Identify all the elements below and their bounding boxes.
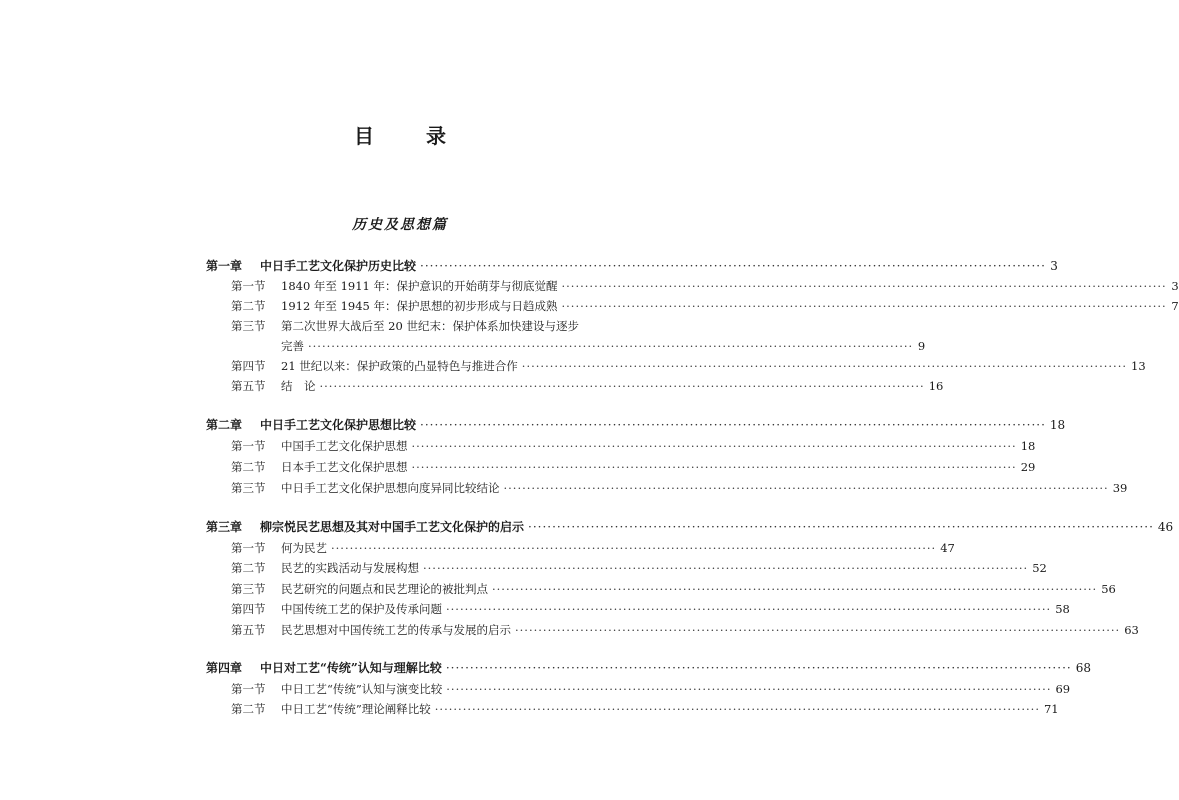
- toc-section[interactable]: [206, 294, 1179, 314]
- toc-section[interactable]: [206, 274, 1179, 294]
- section-title: 民艺的实践活动与发展构想: [281, 561, 419, 575]
- page-number: 18: [1020, 439, 1036, 453]
- leader-dots: [308, 338, 913, 354]
- section-title: 中国传统工艺的保护及传承问题: [281, 602, 442, 616]
- section-title-continued: 完善: [281, 339, 304, 353]
- section-title: 结 论: [281, 379, 316, 393]
- leader-dots: [515, 622, 1120, 638]
- toc-section[interactable]: [206, 556, 1047, 576]
- toc-section[interactable]: [206, 374, 944, 394]
- page-number: 18: [1049, 418, 1066, 432]
- chapter-title: 中日对工艺“传统”认知与理解比较: [260, 661, 442, 675]
- section-number: 第二节: [231, 460, 266, 474]
- section-number: 第三节: [231, 319, 266, 333]
- toc-section[interactable]: [206, 618, 1139, 638]
- toc-section[interactable]: [206, 677, 1071, 697]
- leader-dots: [412, 438, 1017, 454]
- leader-dots: [562, 278, 1167, 294]
- page-number: 7: [1171, 299, 1179, 313]
- page-number: 3: [1050, 259, 1058, 273]
- chapter-number: 第四章: [206, 661, 243, 675]
- page-number: 29: [1020, 460, 1036, 474]
- toc-section[interactable]: [206, 536, 955, 556]
- toc-section[interactable]: [206, 597, 1070, 617]
- section-title: 1840 年至 1911 年：保护意识的开始萌芽与彻底觉醒: [281, 279, 558, 293]
- leader-dots: [423, 560, 1028, 576]
- section-title: 民艺思想对中国传统工艺的传承与发展的启示: [281, 623, 511, 637]
- section-title: 中日工艺“传统”理论阐释比较: [281, 702, 431, 716]
- section-number: 第四节: [231, 359, 266, 373]
- toc-chapter[interactable]: [206, 413, 1066, 433]
- section-number: 第一节: [231, 682, 266, 696]
- toc-section[interactable]: [206, 697, 1059, 717]
- section-number: 第一节: [231, 439, 266, 453]
- section-title: 民艺研究的问题点和民艺理论的被批判点: [281, 582, 488, 596]
- chapter-title: 中日手工艺文化保护历史比较: [260, 259, 417, 273]
- toc-section[interactable]: [206, 476, 1128, 496]
- section-title: 中日手工艺文化保护思想向度异同比较结论: [281, 481, 500, 495]
- section-number: 第一节: [231, 541, 266, 555]
- section-number: 第四节: [231, 602, 266, 616]
- page-number: 63: [1124, 623, 1139, 637]
- leader-dots: [522, 358, 1127, 374]
- toc-section[interactable]: [206, 434, 1036, 454]
- toc-section[interactable]: [206, 455, 1036, 475]
- leader-dots: [446, 660, 1072, 676]
- page-number: 9: [917, 339, 926, 353]
- toc-section[interactable]: [206, 577, 1116, 597]
- chapter-number: 第一章: [206, 259, 243, 273]
- section-number: 第三节: [231, 582, 266, 596]
- section-number: 第二节: [231, 702, 266, 716]
- page-number: 39: [1112, 481, 1128, 495]
- toc-section[interactable]: [206, 354, 1146, 374]
- leader-dots: [420, 258, 1046, 274]
- toc-section[interactable]: [206, 314, 598, 334]
- page-number: 71: [1043, 702, 1059, 716]
- section-number: 第五节: [231, 623, 266, 637]
- toc-section-continued[interactable]: [281, 334, 926, 354]
- page-title: 目 录: [354, 124, 462, 148]
- leader-dots: [320, 378, 925, 394]
- chapter-title: 中日手工艺文化保护思想比较: [260, 418, 417, 432]
- section-title: 第二次世界大战后至 20 世纪末：保护体系加快建设与逐步: [281, 319, 579, 333]
- leader-dots: [420, 417, 1046, 433]
- section-title: 21 世纪以来：保护政策的凸显特色与推进合作: [281, 359, 518, 373]
- section-number: 第二节: [231, 299, 266, 313]
- section-title: 1912 年至 1945 年：保护思想的初步形成与日趋成熟: [281, 299, 558, 313]
- chapter-number: 第二章: [206, 418, 243, 432]
- section-number: 第一节: [231, 279, 266, 293]
- page-number: 3: [1171, 279, 1179, 293]
- part-title: 历史及思想篇: [352, 217, 448, 233]
- page-number: 52: [1032, 561, 1047, 575]
- section-title: 何为民艺: [281, 541, 327, 555]
- section-title: 日本手工艺文化保护思想: [281, 460, 408, 474]
- leader-dots: [435, 701, 1040, 717]
- page-number: 46: [1157, 520, 1174, 534]
- toc-chapter[interactable]: [206, 254, 1058, 274]
- toc-chapter[interactable]: [206, 656, 1091, 676]
- page-number: 47: [940, 541, 955, 555]
- chapter-number: 第三章: [206, 520, 243, 534]
- chapter-title: 柳宗悦民艺思想及其对中国手工艺文化保护的启示: [260, 520, 525, 534]
- leader-dots: [446, 681, 1051, 697]
- leader-dots: [492, 581, 1097, 597]
- section-title: 中国手工艺文化保护思想: [281, 439, 408, 453]
- toc-chapter[interactable]: [206, 515, 1174, 535]
- section-title: 中日工艺“传统”认知与演变比较: [281, 682, 443, 696]
- page-number: 69: [1055, 682, 1071, 696]
- section-number: 第二节: [231, 561, 266, 575]
- leader-dots: [562, 298, 1167, 314]
- page-number: 68: [1075, 661, 1091, 675]
- section-number: 第三节: [231, 481, 266, 495]
- leader-dots: [331, 540, 936, 556]
- leader-dots: [446, 601, 1051, 617]
- leader-dots: [528, 519, 1154, 535]
- page-number: 58: [1055, 602, 1070, 616]
- page-number: 16: [928, 379, 944, 393]
- page-number: 13: [1131, 359, 1146, 373]
- leader-dots: [412, 459, 1017, 475]
- page-number: 56: [1101, 582, 1116, 596]
- section-number: 第五节: [231, 379, 266, 393]
- leader-dots: [504, 480, 1109, 496]
